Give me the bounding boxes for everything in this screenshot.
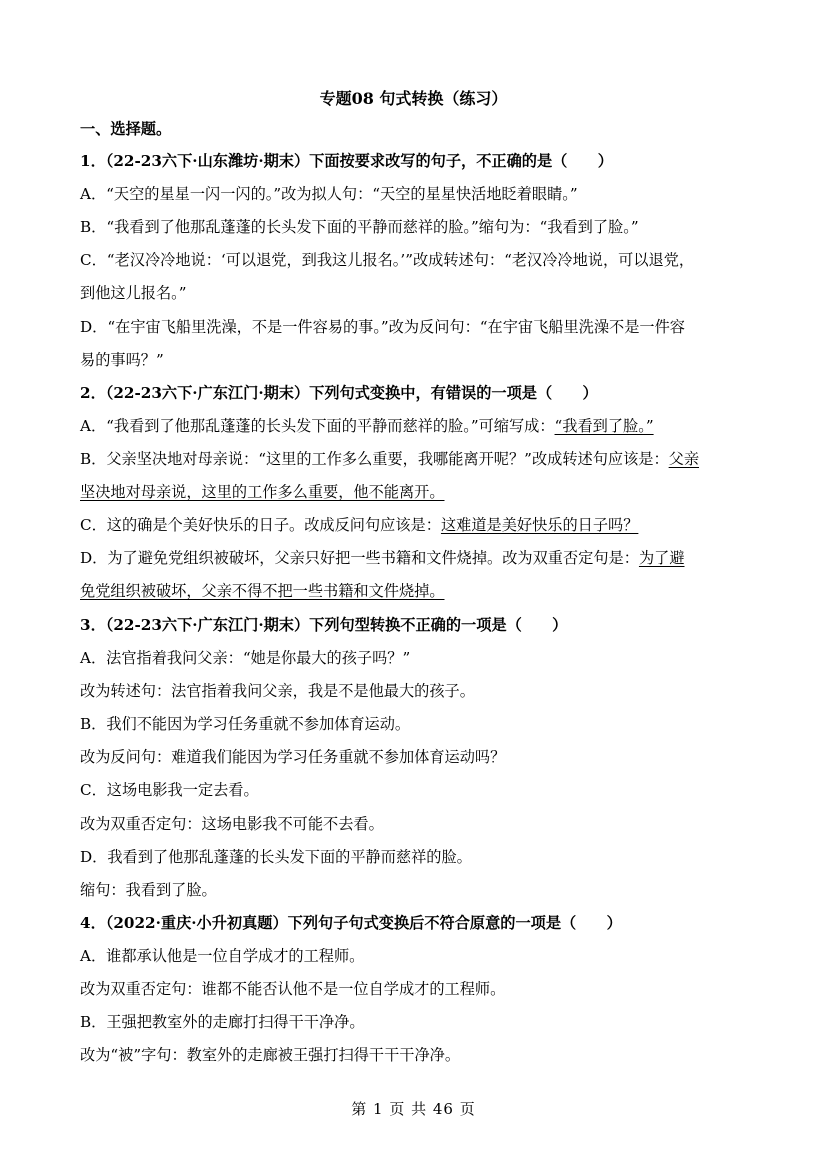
- question-1-option-d-cont: 易的事吗？”: [80, 351, 164, 369]
- question-1-option-b: B．“我看到了他那乱蓬蓬的长头发下面的平静而慈祥的脸。”缩句为：“我看到了脸。”: [80, 218, 639, 236]
- option-c-answer: 这难道是美好快乐的日子吗？: [440, 516, 639, 534]
- question-2-stem: 2．（22-23六下·广东江门·期末）下列句式变换中，有错误的一项是（ ）: [80, 384, 598, 402]
- question-2-option-d-cont: [80, 580, 760, 602]
- question-1-option-a: A．“天空的星星一闪一闪的。”改为拟人句：“天空的星星快活地眨着眼睛。”: [80, 185, 578, 203]
- question-2-option-b-cont: [80, 481, 760, 503]
- question-3-line: 改为转述句：法官指着我问父亲，我是不是他最大的孩子。: [80, 682, 475, 700]
- section-heading: 一、选择题。: [80, 120, 172, 138]
- question-4-stem: 4．（2022·重庆·小升初真题）下列句子句式变换后不符合原意的一项是（ ）: [80, 914, 622, 932]
- question-3-line: C．这场电影我一定去看。: [80, 781, 259, 799]
- option-b-text: B．父亲坚决地对母亲说：“这里的工作多么重要，我哪能离开呢？”改成转述句应该是：: [80, 450, 669, 468]
- question-2-option-b: [80, 448, 760, 470]
- question-3-stem: 3．（22-23六下·广东江门·期末）下列句型转换不正确的一项是（ ）: [80, 616, 568, 634]
- option-c-text: C．这的确是个美好快乐的日子。改成反问句应该是：: [80, 516, 441, 534]
- option-d-answer: 为了避: [638, 549, 685, 567]
- question-2-option-d: [80, 547, 760, 569]
- option-a-answer: “我看到了脸。”: [554, 417, 654, 435]
- question-4-line: A．谁都承认他是一位自学成才的工程师。: [80, 947, 365, 965]
- question-4-line: 改为双重否定句：谁都不能否认他不是一位自学成才的工程师。: [80, 980, 506, 998]
- question-4-line: 改为“被”字句：教室外的走廊被王强打扫得干干干净净。: [80, 1046, 461, 1064]
- page-title: 专题08 句式转换（练习）: [319, 89, 508, 108]
- option-d-text: D．为了避免党组织被破坏，父亲只好把一些书籍和文件烧掉。改为双重否定句是：: [80, 549, 639, 567]
- question-3-line: 缩句：我看到了脸。: [80, 881, 217, 899]
- question-3-line: 改为双重否定句：这场电影我不可能不去看。: [80, 815, 384, 833]
- question-1-stem: 1．（22-23六下·山东潍坊·期末）下面按要求改写的句子，不正确的是（ ）: [80, 152, 613, 170]
- option-a-text: A．“我看到了他那乱蓬蓬的长头发下面的平静而慈祥的脸。”可缩写成：: [80, 417, 555, 435]
- option-d-answer-cont: 免党组织被破坏，父亲不得不把一些书籍和文件烧掉。: [80, 582, 445, 600]
- question-2-option-c: [80, 514, 760, 536]
- question-1-option-c: C．“老汉冷冷地说：‘可以退党，到我这儿报名。’”改成转述句：“老汉冷冷地说，可以退党，: [80, 251, 695, 269]
- question-2-option-a: [80, 415, 760, 437]
- question-3-line: B．我们不能因为学习任务重就不参加体育运动。: [80, 715, 411, 733]
- option-b-answer: 父亲: [668, 450, 700, 468]
- question-1-option-c-cont: 到他这儿报名。”: [80, 284, 187, 302]
- question-4-line: B．王强把教室外的走廊打扫得干干净净。: [80, 1013, 365, 1031]
- question-1-option-d: D．“在宇宙飞船里洗澡，不是一件容易的事。”改为反问句：“在宇宙飞船里洗澡不是一件容: [80, 318, 685, 336]
- question-3-line: 改为反问句：难道我们能因为学习任务重就不参加体育运动吗？: [80, 748, 506, 766]
- question-3-line: D．我看到了他那乱蓬蓬的长头发下面的平静而慈祥的脸。: [80, 848, 472, 866]
- question-3-line: A．法官指着我问父亲：“她是你最大的孩子吗？”: [80, 649, 411, 667]
- option-b-answer-cont: 坚决地对母亲说，这里的工作多么重要，他不能离开。: [80, 483, 445, 501]
- page-footer: 第 1 页 共 46 页: [351, 1100, 476, 1118]
